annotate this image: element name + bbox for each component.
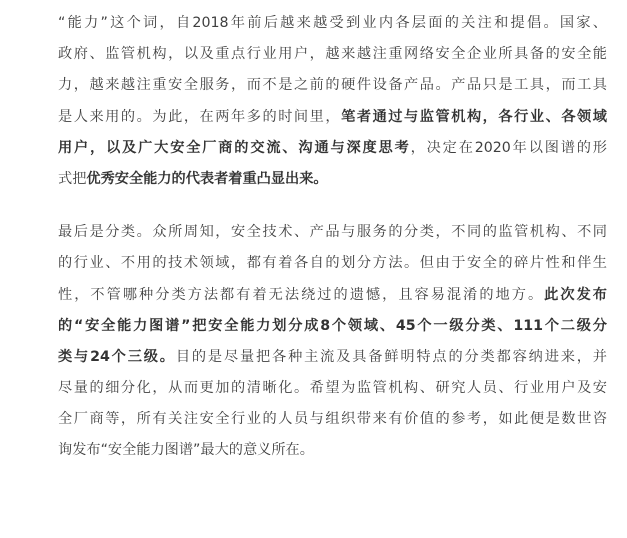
text-segment: 是人来用的。为此，在两年多的时间里， <box>58 108 342 125</box>
bold-text-segment: 优秀安全能力的代表者着重凸显出来。 <box>86 170 328 187</box>
text-line <box>58 70 607 101</box>
text-line <box>58 404 607 435</box>
text-line <box>58 280 607 311</box>
text-line <box>58 342 607 373</box>
text-line <box>58 311 607 342</box>
text-line <box>58 39 607 70</box>
text-segment: 力，越来越注重安全服务，而不是之前的硬件设备产品。产品只是工具，而工具 <box>58 77 607 94</box>
bold-text-segment: 类与24个三级。 <box>58 348 176 365</box>
text-segment: 尽量的细分化，从而更加的清晰化。希望为监管机构、研究人员、行业用户及安 <box>58 380 607 397</box>
bold-text-segment: 笔者通过与监管机构，各行业、各领域 <box>341 108 607 125</box>
text-line <box>58 373 607 404</box>
text-segment: 全厂商等，所有关注安全行业的人员与组织带来有价值的参考，如此便是数世咨 <box>58 411 607 428</box>
text-line <box>58 435 607 466</box>
text-segment: 的行业、不用的技术领域，都有着各自的划分方法。但由于安全的碎片性和伴生 <box>58 255 607 272</box>
bold-text-segment: 用户，以及广大安全厂商的交流、沟通与深度思考 <box>58 139 411 156</box>
text-segment: “能力”这个词，自2018年前后越来越受到业内各层面的关注和提倡。国家、 <box>58 15 607 31</box>
text-line <box>58 217 607 248</box>
text-segment: 政府、监管机构，以及重点行业用户，越来越注重网络安全企业所具备的安全能 <box>58 46 607 63</box>
paragraph-classification <box>58 217 607 467</box>
paragraph-capability <box>58 8 607 195</box>
text-segment: 式把 <box>58 170 87 187</box>
text-segment: 询发布“安全能力图谱”最大的意义所在。 <box>58 442 314 459</box>
text-line <box>58 8 607 39</box>
text-segment: 目的是尽量把各种主流及具备鲜明特点的分类都容纳进来，并 <box>175 348 607 365</box>
text-segment: 最后是分类。众所周知，安全技术、产品与服务的分类，不同的监管机构、不同 <box>58 224 607 241</box>
text-line <box>58 164 607 195</box>
bold-text-segment: 的“安全能力图谱”把安全能力划分成8个领域、45个一级分类、111个二级分 <box>58 317 607 334</box>
text-line <box>58 102 607 133</box>
text-line <box>58 133 607 164</box>
bold-text-segment: 此次发布 <box>544 286 607 303</box>
paragraph-gap <box>58 195 607 217</box>
text-line <box>58 248 607 279</box>
text-segment: 性，不管哪种分类方法都有着无法绕过的遗憾，且容易混淆的地方。 <box>58 286 545 303</box>
text-segment: ，决定在2020年以图谱的形 <box>410 139 607 156</box>
